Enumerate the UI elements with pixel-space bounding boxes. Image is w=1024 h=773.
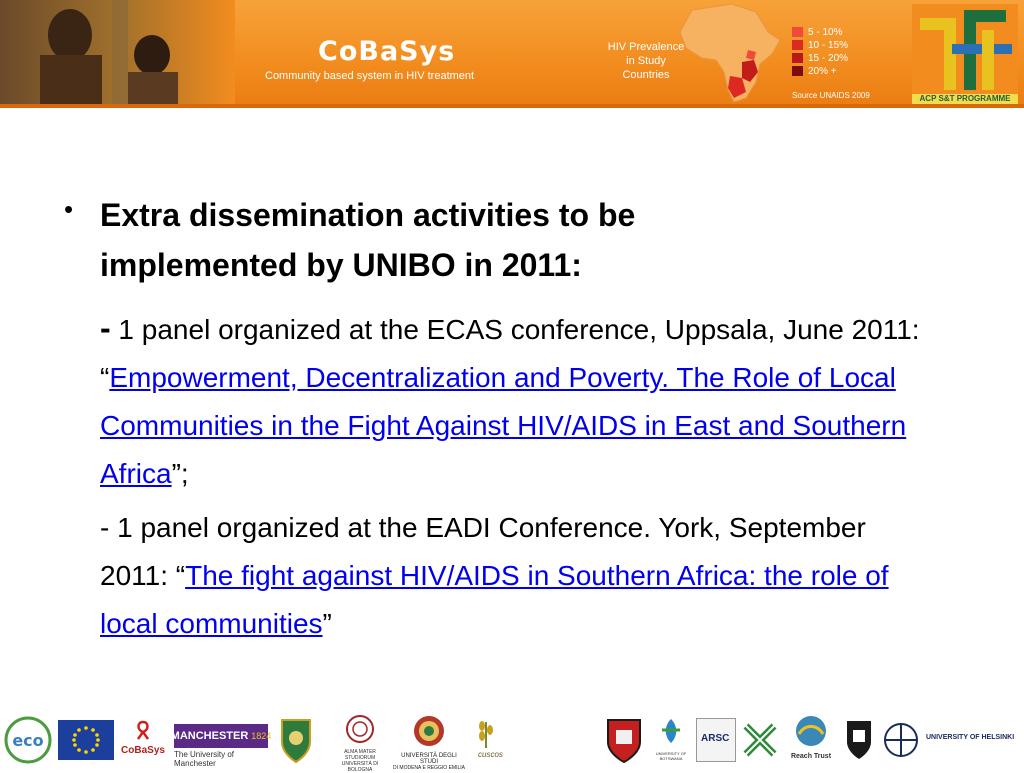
helsinki-caption: UNIVERSITY OF HELSINKI: [926, 734, 1015, 741]
prevalence-title: HIV Prevalence in Study Countries: [607, 41, 685, 81]
legend-source: Source UNAIDS 2009: [792, 91, 870, 100]
eu-flag-logo: [58, 720, 114, 760]
reach-trust-label: Reach Trust: [790, 753, 832, 760]
modena-caption-line-2: DI MODENA E REGGIO EMILIA: [393, 765, 465, 771]
partner-logos-strip: [0, 710, 1024, 773]
bologna-logo: [330, 714, 390, 773]
manchester-caption: The University of Manchester: [174, 750, 235, 768]
cobasys-footer-logo: [118, 720, 168, 760]
red-shield-logo: [604, 716, 644, 764]
legend-label: 10 - 15%: [808, 39, 849, 51]
reach-trust-emblem-icon: [793, 714, 829, 748]
ribbon-icon: [133, 720, 153, 740]
activity-suffix: ”: [322, 608, 332, 639]
legend-row: [792, 52, 848, 64]
cobasys-logo: CoBaSys: [318, 36, 456, 67]
activity-item: [100, 504, 940, 648]
manchester-name: MANCHESTER: [170, 730, 249, 742]
helsinki-emblem-icon: [880, 720, 922, 760]
slide-content: [62, 190, 962, 648]
modena-caption-line-1: UNIVERSITÀ DEGLI STUDI: [401, 753, 457, 765]
helsinki-logo: [880, 720, 1020, 760]
arsc-logo: [696, 718, 736, 762]
black-shield-logo: [844, 718, 874, 762]
activity-dash: -: [100, 310, 111, 346]
legend-row: [792, 65, 848, 77]
legend-row: [792, 26, 848, 38]
wheat-icon: [474, 716, 498, 750]
legend-row: [792, 39, 848, 51]
acp-programme-logo: [912, 4, 1018, 104]
cobasys-subtitle: Community based system in HIV treatment: [265, 70, 475, 82]
people-photo: [0, 0, 235, 106]
prevalence-legend: [792, 26, 848, 78]
botswana-logo: [648, 716, 694, 766]
activity-text: 1 panel organized at the ECAS conference, Uppsala, June 2011: “: [100, 314, 920, 393]
svg-text:eco: eco: [12, 731, 44, 750]
eadi-panel-link[interactable]: The fight against HIV/AIDS in Southern Africa: the role of local communities: [100, 560, 889, 639]
legend-swatch: [792, 53, 803, 63]
header-banner: [0, 0, 1024, 108]
botswana-caption: UNIVERSITY OF BOTSWANA: [655, 751, 687, 761]
manchester-year: 1824: [251, 731, 272, 741]
activity-item: [100, 304, 940, 498]
bullet-item: [62, 190, 962, 290]
legend-label: 15 - 20%: [808, 52, 849, 64]
cobasys-footer-label: CoBaSys: [121, 745, 165, 756]
bologna-seal-icon: [345, 714, 375, 744]
africa-map: [672, 2, 790, 104]
botswana-emblem-icon: [656, 716, 686, 746]
legend-swatch: [792, 40, 803, 50]
cuscos-logo: [468, 714, 598, 766]
modena-seal-icon: [411, 714, 447, 748]
legend-label: 20% +: [808, 65, 837, 77]
activity-suffix: ”;: [171, 458, 189, 489]
bullet-marker: •: [64, 194, 74, 224]
activity-text: 1 panel organized at the EADI Conference. York, September 2011: “: [100, 512, 866, 591]
activity-dash: -: [100, 512, 110, 543]
bologna-caption-line-2: UNIVERSITÀ DI BOLOGNA: [341, 761, 379, 773]
header-divider: [0, 104, 1024, 108]
legend-swatch: [792, 66, 803, 76]
eco-logo: [2, 716, 54, 764]
modena-logo: [392, 714, 466, 771]
legend-label: 5 - 10%: [808, 26, 843, 38]
green-x-logo: [740, 720, 780, 760]
arsc-label: ARSC: [701, 733, 730, 744]
manchester-block: [170, 724, 272, 748]
crest-shield-logo: [278, 716, 314, 764]
legend-swatch: [792, 27, 803, 37]
manchester-logo: [170, 724, 272, 768]
ecas-panel-link[interactable]: Empowerment, Decentralization and Poverty. The Role of Local Communities in the Fight Against HIV/AIDS in East and Southern Africa: [100, 362, 907, 489]
acp-programme-caption: ACP S&T PROGRAMME: [912, 94, 1018, 104]
reach-trust-logo: [784, 714, 838, 766]
bullet-heading: Extra dissemination activities to be implemented by UNIBO in 2011:: [100, 197, 636, 283]
cuscos-label: cuscos: [478, 750, 503, 759]
bologna-caption-line-1: ALMA MATER STUDIORUM: [344, 749, 376, 761]
